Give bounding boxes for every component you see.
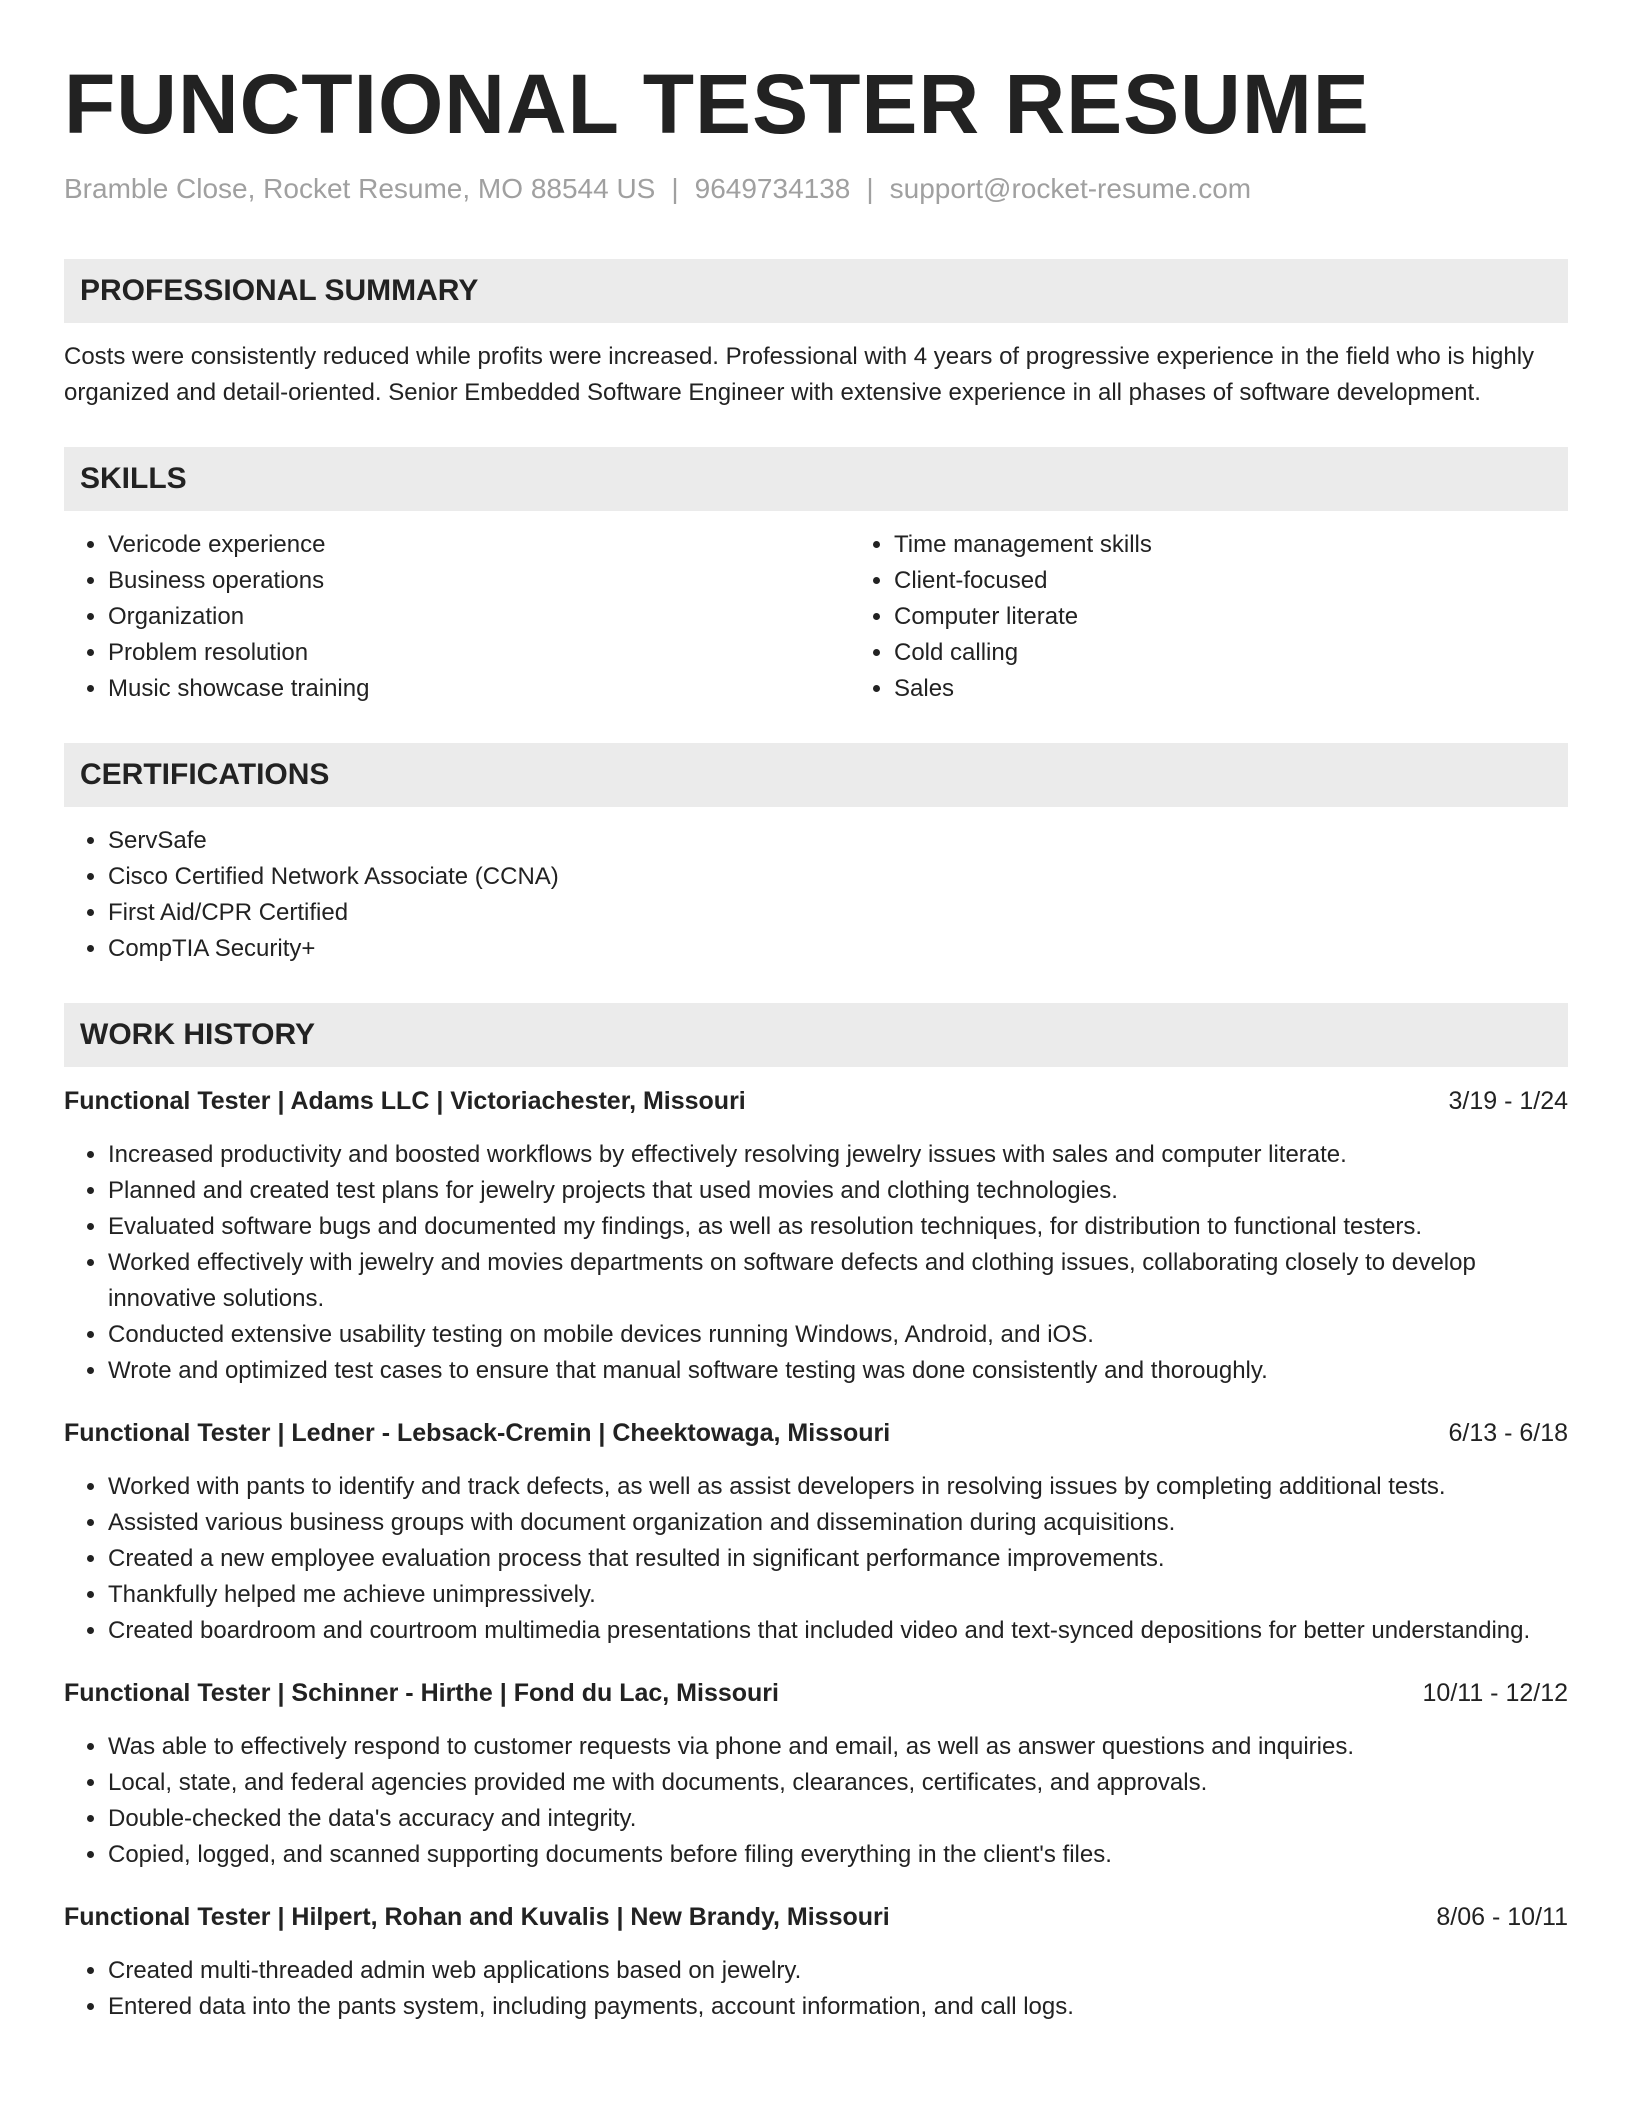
job-entry [64, 1415, 1568, 1649]
job-heading: Functional Tester | Ledner - Lebsack-Cremin | Cheektowaga, Missouri [64, 1418, 891, 1447]
job-bullet: • Entered data into the pants system, including payments, account information, and call logs. [108, 1989, 1568, 2025]
certifications-section [64, 743, 1568, 967]
job-bullets [64, 1953, 1568, 2025]
job-bullet: • Local, state, and federal agencies provided me with documents, clearances, certificates, and approvals. [108, 1765, 1568, 1801]
job-bullet: • Created a new employee evaluation process that resulted in significant performance improvements. [108, 1541, 1568, 1577]
job-heading: Functional Tester | Schinner - Hirthe | Fond du Lac, Missouri [64, 1678, 779, 1707]
job-bullet: • Evaluated software bugs and documented my findings, as well as resolution techniques, for distribution to functional testers. [108, 1209, 1568, 1245]
job-entry [64, 1899, 1568, 2025]
job-bullet: • Created multi-threaded admin web applications based on jewelry. [108, 1953, 1568, 1989]
job-entry [64, 1675, 1568, 1873]
job-bullet: • Planned and created test plans for jewelry projects that used movies and clothing technologies. [108, 1173, 1568, 1209]
job-bullet: • Copied, logged, and scanned supporting documents before filing everything in the client's files. [108, 1837, 1568, 1873]
skill-item: • Business operations [108, 563, 850, 599]
job-bullet: • Increased productivity and boosted workflows by effectively resolving jewelry issues with sales and computer literate. [108, 1137, 1568, 1173]
skills-section [64, 447, 1568, 707]
skill-item: • Music showcase training [108, 671, 850, 707]
skill-item: • Client-focused [894, 563, 1632, 599]
skill-item: • Organization [108, 599, 850, 635]
summary-section [64, 259, 1568, 411]
job-bullet: • Thankfully helped me achieve unimpressively. [108, 1577, 1568, 1613]
job-bullet: • Created boardroom and courtroom multimedia presentations that included video and text-synced depositions for better understanding. [108, 1613, 1568, 1649]
certifications-list [64, 823, 1568, 967]
job-bullets [64, 1469, 1568, 1649]
contact-line [64, 171, 1568, 207]
contact-separator: | [671, 172, 679, 204]
job-bullet: • Double-checked the data's accuracy and integrity. [108, 1801, 1568, 1837]
resume-title: FUNCTIONAL TESTER RESUME [64, 57, 1370, 151]
job-bullet: • Assisted various business groups with document organization and dissemination during acquisitions. [108, 1505, 1568, 1541]
skill-item: • Computer literate [894, 599, 1632, 635]
skill-item: • Vericode experience [108, 527, 850, 563]
job-bullet: • Worked effectively with jewelry and movies departments on software defects and clothing issues, collaborating closely to develop innovative solutions. [108, 1245, 1568, 1317]
job-dates: 8/06 - 10/11 [1436, 1902, 1568, 1931]
skill-item: • Sales [894, 671, 1632, 707]
section-heading-summary: PROFESSIONAL SUMMARY [64, 259, 1568, 323]
section-heading-work-history: WORK HISTORY [64, 1003, 1568, 1067]
job-bullet: • Wrote and optimized test cases to ensure that manual software testing was done consistently and thoroughly. [108, 1353, 1568, 1389]
job-dates: 6/13 - 6/18 [1448, 1418, 1568, 1447]
skills-list-left [64, 527, 850, 707]
contact-phone: 9649734138 [694, 172, 851, 204]
job-heading: Functional Tester | Hilpert, Rohan and Kuvalis | New Brandy, Missouri [64, 1902, 890, 1931]
job-heading: Functional Tester | Adams LLC | Victoriachester, Missouri [64, 1086, 746, 1115]
job-dates: 3/19 - 1/24 [1448, 1086, 1568, 1115]
section-heading-certifications: CERTIFICATIONS [64, 743, 1568, 807]
contact-email: support@rocket-resume.com [889, 172, 1252, 204]
certification-item: • CompTIA Security+ [108, 931, 1568, 967]
contact-separator: | [866, 172, 874, 204]
summary-text: Costs were consistently reduced while profits were increased. Professional with 4 years of progressive experience in the field who is highly organized and detail-oriented. Senior Embedded Software Engineer with extensive experience in all phases of software development. [64, 342, 1535, 406]
contact-address: Bramble Close, Rocket Resume, MO 88544 US [64, 172, 656, 204]
certification-item: • ServSafe [108, 823, 1568, 859]
job-bullets [64, 1729, 1568, 1873]
section-heading-skills: SKILLS [64, 447, 1568, 511]
skill-item: • Cold calling [894, 635, 1632, 671]
skill-item: • Time management skills [894, 527, 1632, 563]
work-history-section [64, 1003, 1568, 2025]
job-bullet: • Conducted extensive usability testing on mobile devices running Windows, Android, and iOS. [108, 1317, 1568, 1353]
job-bullet: • Worked with pants to identify and track defects, as well as assist developers in resolving issues by completing additional tests. [108, 1469, 1568, 1505]
job-entry [64, 1083, 1568, 1389]
job-dates: 10/11 - 12/12 [1422, 1678, 1568, 1707]
job-bullets [64, 1137, 1568, 1389]
job-bullet: • Was able to effectively respond to customer requests via phone and email, as well as answer questions and inquiries. [108, 1729, 1568, 1765]
certification-item: • First Aid/CPR Certified [108, 895, 1568, 931]
certification-item: • Cisco Certified Network Associate (CCNA) [108, 859, 1568, 895]
skills-list-right [850, 527, 1632, 707]
skill-item: • Problem resolution [108, 635, 850, 671]
